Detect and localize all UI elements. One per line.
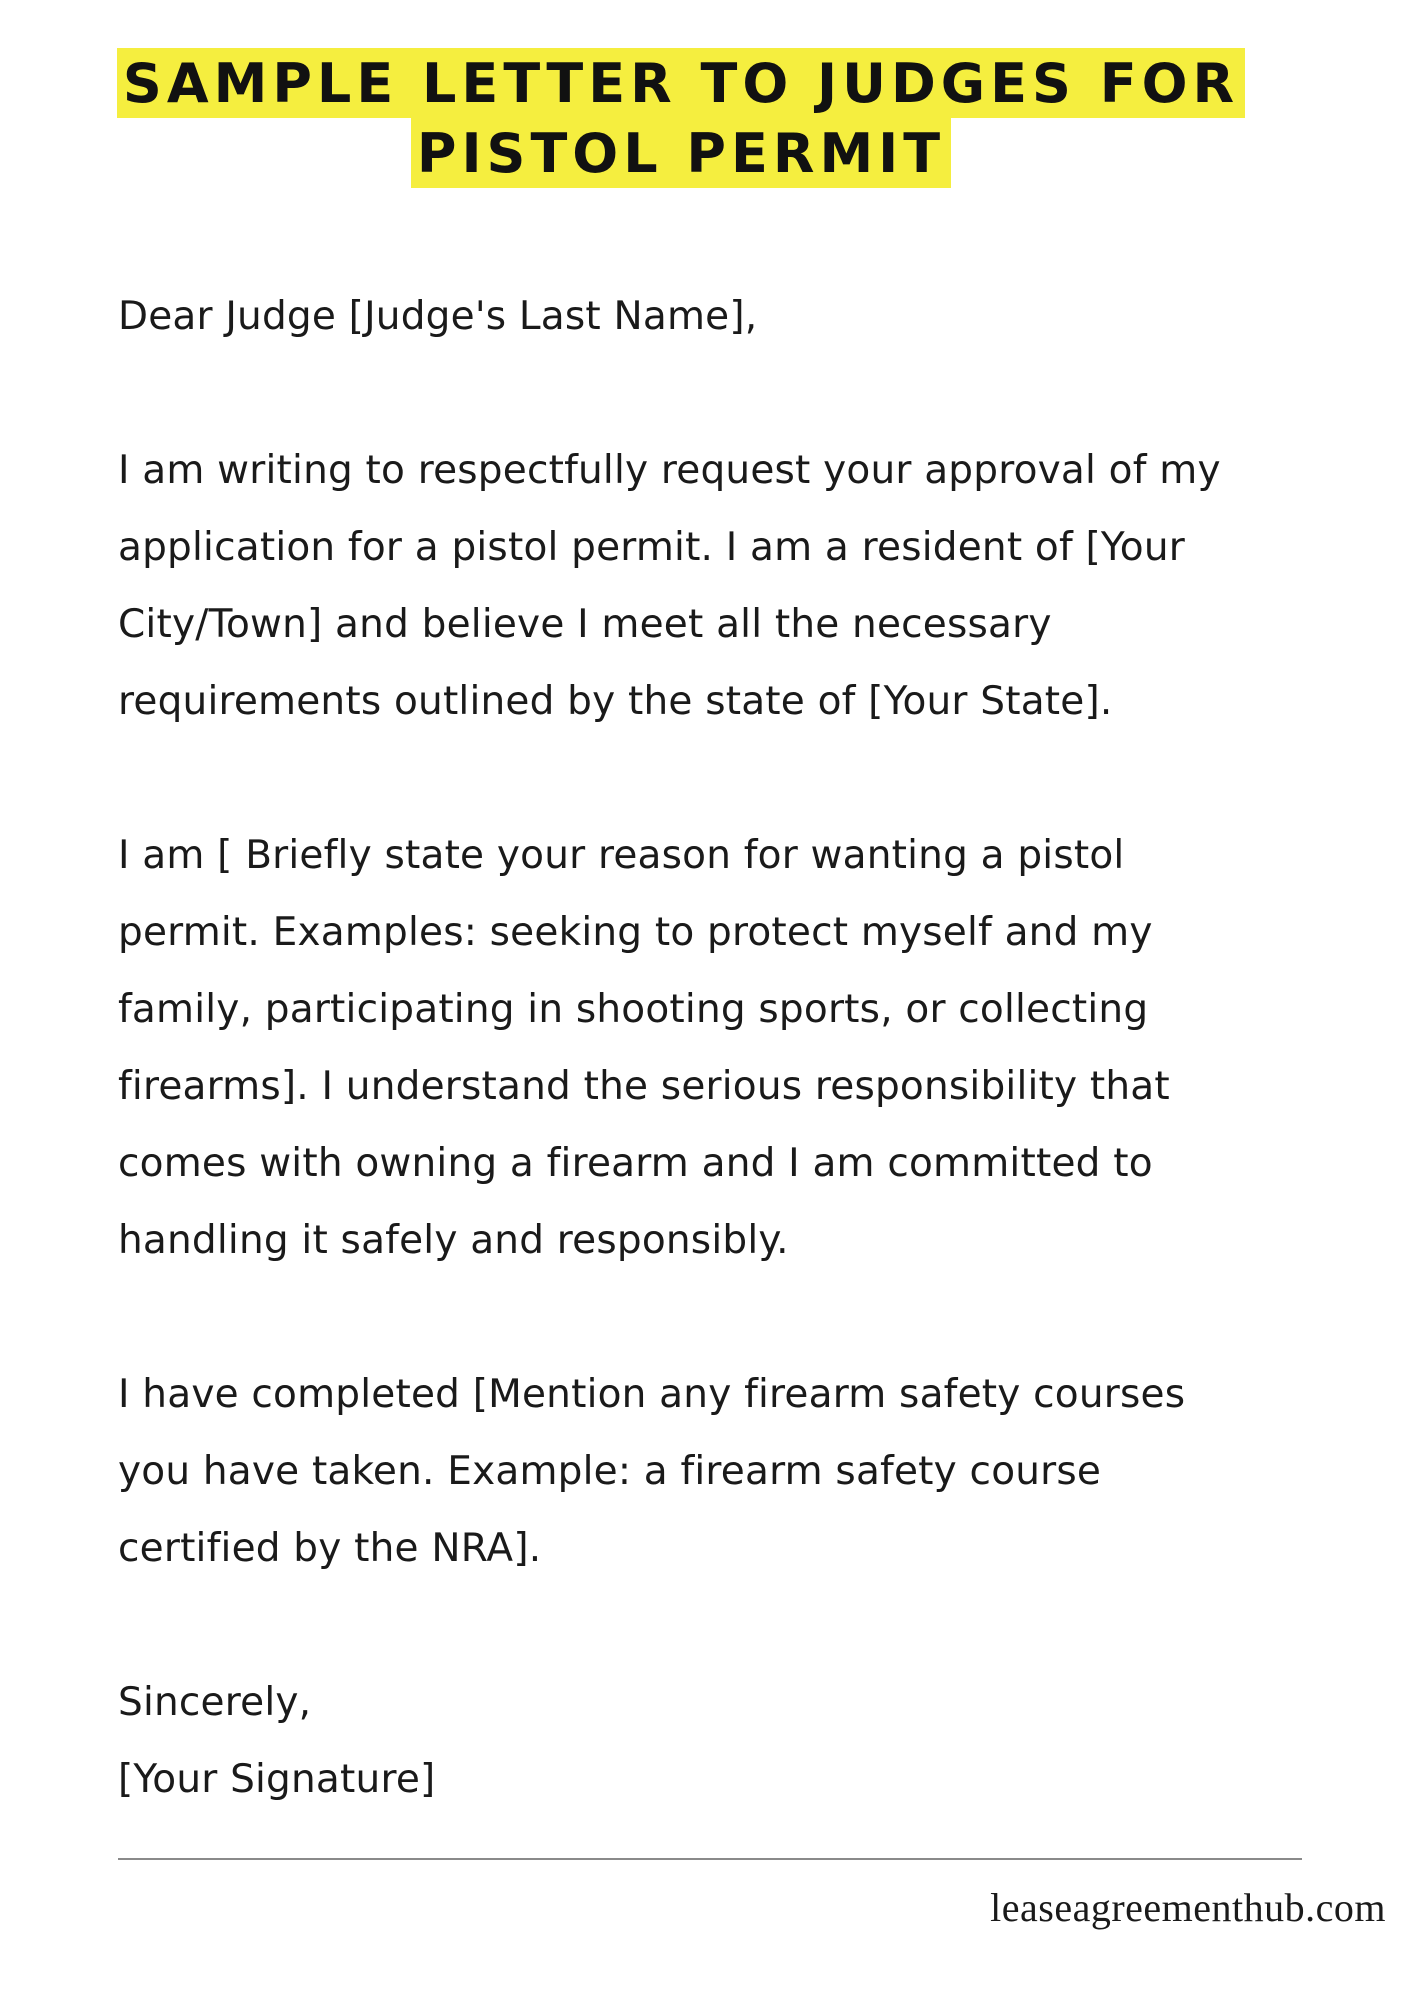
title-line-2: PISTOL PERMIT: [411, 118, 951, 188]
paragraph-line: I have completed [Mention any firearm safety courses: [118, 1372, 1186, 1417]
paragraph-line: comes with owning a firearm and I am committed to: [118, 1141, 1153, 1186]
paragraph-line: requirements outlined by the state of [Your State].: [118, 679, 1113, 724]
paragraph-line: you have taken. Example: a firearm safety course: [118, 1449, 1102, 1494]
closing-text: Sincerely,: [118, 1680, 312, 1725]
paragraph-line: I am [ Briefly state your reason for wanting a pistol: [118, 833, 1125, 878]
paragraph-line: firearms]. I understand the serious responsibility that: [118, 1064, 1170, 1109]
paragraph-training: [118, 1356, 1318, 1587]
closing-block: [118, 1664, 1318, 1818]
paragraph-line: City/Town] and believe I meet all the necessary: [118, 602, 1052, 647]
letter-body: [118, 278, 1318, 1895]
paragraph-reason: [118, 817, 1318, 1279]
title-line-1: SAMPLE LETTER TO JUDGES FOR: [117, 48, 1245, 118]
brand-footer: leaseagreementhub.com: [990, 1885, 1386, 1930]
document-title: [0, 48, 1362, 188]
paragraph-line: handling it safely and responsibly.: [118, 1218, 789, 1263]
paragraph-line: family, participating in shooting sports, or collecting: [118, 987, 1149, 1032]
paragraph-line: certified by the NRA].: [118, 1526, 542, 1571]
paragraph-line: application for a pistol permit. I am a resident of [Your: [118, 525, 1185, 570]
signature-placeholder: [Your Signature]: [118, 1757, 436, 1802]
salutation-text: Dear Judge [Judge's Last Name],: [118, 294, 758, 339]
paragraph-line: permit. Examples: seeking to protect myself and my: [118, 910, 1153, 955]
salutation: [118, 278, 1318, 355]
paragraph-line: I am writing to respectfully request your approval of my: [118, 448, 1221, 493]
footer-divider: [118, 1858, 1302, 1860]
paragraph-request: [118, 432, 1318, 740]
